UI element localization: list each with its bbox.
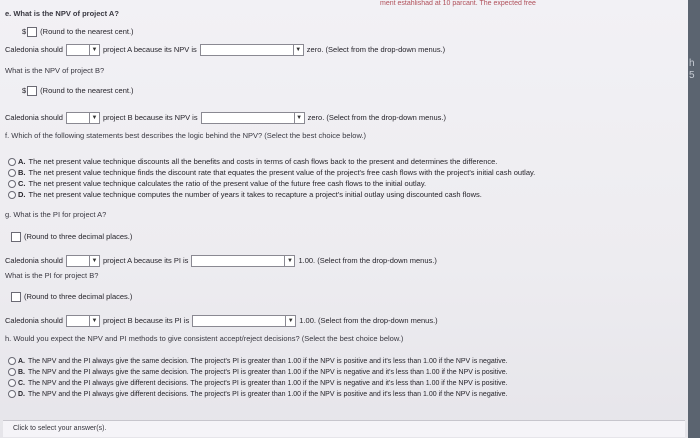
- option-h-b[interactable]: B. The NPV and the PI always give the same decision. The project's PI is greater than 1.00 if the NPV is negative and it's less than 1.00 if the NPV is positive.: [8, 368, 508, 376]
- comparison-dropdown[interactable]: [200, 44, 304, 56]
- radio-button[interactable]: [8, 191, 16, 199]
- pi-a-decision-row: [5, 255, 437, 267]
- round-note: (Round to three decimal places.): [24, 232, 133, 241]
- decision-reason: project B because its PI is: [102, 315, 190, 325]
- comparison-dropdown[interactable]: [191, 255, 295, 267]
- decision-reason: project A because its NPV is: [102, 44, 197, 54]
- radio-button[interactable]: [8, 368, 16, 376]
- pi-a-input[interactable]: [11, 232, 21, 242]
- comparison-dropdown[interactable]: [192, 315, 296, 327]
- instruction-text: zero. (Select from the drop-down menus.): [307, 112, 447, 122]
- accept-reject-dropdown[interactable]: [66, 112, 100, 124]
- question-e-npv-b: What is the NPV of project B?: [5, 66, 105, 75]
- radio-button[interactable]: [8, 169, 16, 177]
- npv-b-answer-row: [22, 86, 134, 96]
- instruction-text: 1.00. (Select from the drop-down menus.): [299, 315, 438, 325]
- pi-b-input[interactable]: [11, 292, 21, 302]
- chevron-down-icon: ▼: [293, 45, 303, 55]
- chevron-down-icon: ▼: [285, 316, 295, 326]
- radio-button[interactable]: [8, 357, 16, 365]
- chevron-down-icon: ▼: [89, 316, 99, 326]
- npv-a-answer-row: [22, 27, 134, 37]
- option-h-d[interactable]: D. The NPV and the PI always give different decisions. The project's PI is greater than 1.00 if the NPV is positive and it's less than 1.00 if the NPV is negative.: [8, 390, 507, 398]
- decision-label: Caledonia should: [5, 255, 63, 265]
- question-g-pi-a: g. What is the PI for project A?: [5, 210, 107, 219]
- question-h: h. Would you expect the NPV and PI methods to give consistent accept/reject decisions? (Select the best choice below.): [5, 334, 404, 343]
- accept-reject-dropdown[interactable]: [66, 44, 100, 56]
- option-f-b[interactable]: B. The net present value technique finds the discount rate that equates the present value of the project's free cash flows with the project's initial cash outlay.: [8, 168, 535, 177]
- chevron-down-icon: ▼: [284, 256, 294, 266]
- radio-button[interactable]: [8, 180, 16, 188]
- option-h-c[interactable]: C. The NPV and the PI always give different decisions. The project's PI is greater than 1.00 if the NPV is negative and it's less than 1.00 if the NPV is positive.: [8, 379, 507, 387]
- radio-button[interactable]: [8, 390, 16, 398]
- round-note: (Round to the nearest cent.): [40, 27, 134, 36]
- chevron-down-icon: ▼: [294, 113, 304, 123]
- npv-a-input[interactable]: [27, 27, 37, 37]
- question-f: f. Which of the following statements best describes the logic behind the NPV? (Select the best choice below.): [5, 131, 367, 140]
- side-panel-char: h: [689, 58, 695, 69]
- top-cutoff-text: ment estahlishad at 10 parcant. The expected free: [380, 0, 536, 7]
- decision-reason: project B because its NPV is: [102, 112, 198, 122]
- accept-reject-dropdown[interactable]: [66, 315, 100, 327]
- round-note: (Round to three decimal places.): [24, 292, 133, 301]
- pi-b-answer-row: [10, 292, 132, 302]
- instruction-text: zero. (Select from the drop-down menus.): [306, 44, 446, 54]
- currency-label: $: [22, 27, 27, 36]
- decision-label: Caledonia should: [5, 112, 63, 122]
- instruction-text: 1.00. (Select from the drop-down menus.): [298, 255, 437, 265]
- chevron-down-icon: ▼: [89, 113, 99, 123]
- accept-reject-dropdown[interactable]: [66, 255, 100, 267]
- option-f-d[interactable]: D. The net present value technique computes the number of years it takes to recapture a project's initial outlay using discounted cash flows.: [8, 190, 482, 199]
- question-e-npv-a: e. What is the NPV of project A?: [5, 9, 119, 18]
- question-g-pi-b: What is the PI for project B?: [5, 271, 99, 280]
- npv-b-input[interactable]: [27, 86, 37, 96]
- chevron-down-icon: ▼: [89, 45, 99, 55]
- click-to-select-text: Click to select your answer(s).: [13, 425, 107, 432]
- side-panel-char: 5: [689, 70, 695, 81]
- decision-label: Caledonia should: [5, 315, 63, 325]
- currency-label: $: [22, 86, 27, 95]
- chevron-down-icon: ▼: [89, 256, 99, 266]
- decision-label: Caledonia should: [5, 44, 63, 54]
- pi-a-answer-row: [10, 232, 132, 242]
- select-answer-footer[interactable]: [3, 420, 685, 437]
- option-h-a[interactable]: A. The NPV and the PI always give the same decision. The project's PI is greater than 1.00 if the NPV is positive and it's less than 1.00 if the NPV is negative.: [8, 357, 508, 365]
- option-f-a[interactable]: A. The net present value technique discounts all the benefits and costs in terms of cash flows back to the present and determines the difference.: [8, 157, 497, 166]
- npv-b-decision-row: [5, 112, 446, 124]
- radio-button[interactable]: [8, 379, 16, 387]
- radio-button[interactable]: [8, 158, 16, 166]
- pi-b-decision-row: [5, 315, 438, 327]
- comparison-dropdown[interactable]: [201, 112, 305, 124]
- round-note: (Round to the nearest cent.): [40, 86, 134, 95]
- option-f-c[interactable]: C. The net present value technique calculates the ratio of the present value of the future free cash flows to the initial outlay.: [8, 179, 426, 188]
- decision-reason: project A because its PI is: [102, 255, 189, 265]
- npv-a-decision-row: [5, 44, 445, 56]
